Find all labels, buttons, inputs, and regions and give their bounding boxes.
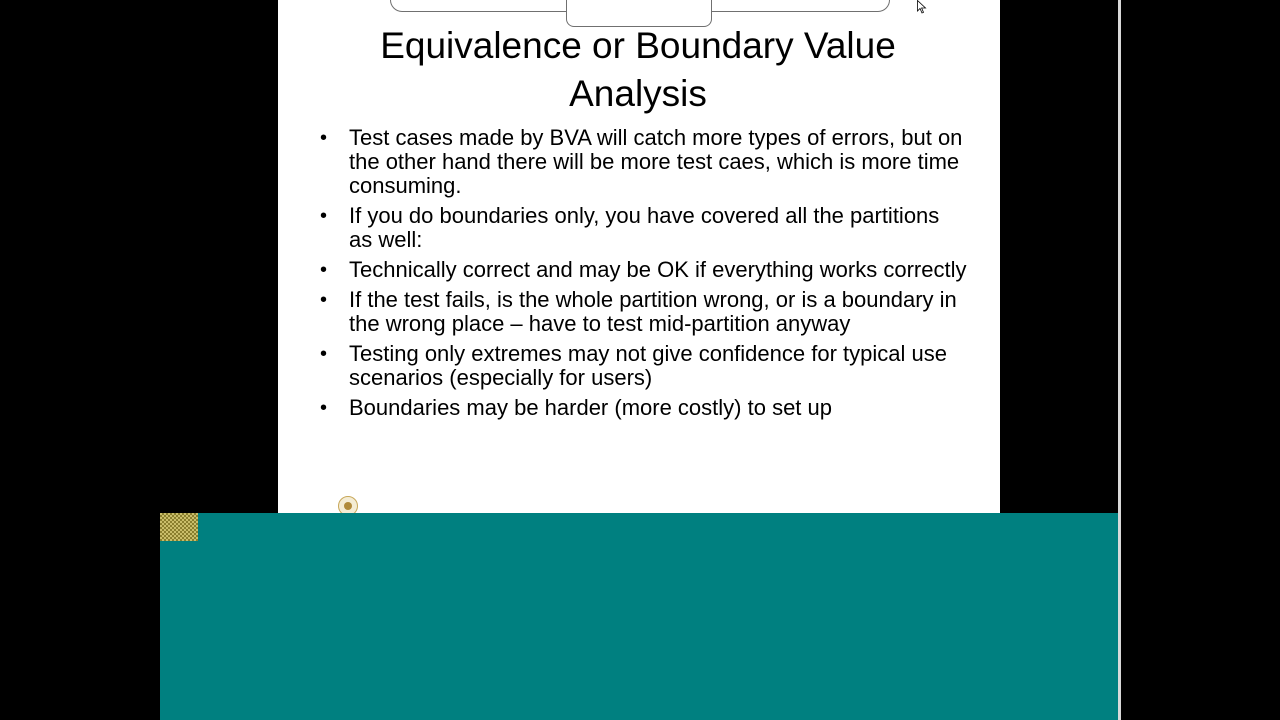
bullet-item (318, 126, 968, 198)
bullet-item (318, 342, 968, 390)
bullet-marker: • (320, 127, 328, 149)
bullet-text: If you do boundaries only, you have covered all the partitions as well: (349, 203, 940, 252)
bullet-text: Testing only extremes may not give confidence for typical use scenarios (especially for users) (349, 341, 947, 390)
bullet-marker: • (320, 205, 328, 227)
bullet-item (318, 204, 968, 252)
bullet-list (318, 126, 968, 426)
bullet-text: If the test fails, is the whole partition wrong, or is a boundary in the wrong place – have to test mid-partition anyway (349, 287, 957, 336)
bullet-text: Test cases made by BVA will catch more types of errors, but on the other hand there will be more test caes, which is more time consuming. (349, 125, 963, 198)
bullet-text: Boundaries may be harder (more costly) to set up (349, 395, 833, 420)
video-overlay-panel (160, 513, 1118, 720)
bullet-marker: • (320, 343, 328, 365)
bullet-item (318, 396, 968, 420)
bullet-item (318, 288, 968, 336)
bullet-marker: • (320, 397, 328, 419)
bullet-marker: • (320, 289, 328, 311)
seal-logo-icon (338, 496, 358, 514)
slide-title: Equivalence or Boundary Value Analysis (380, 25, 896, 114)
bullet-item (318, 258, 968, 282)
window-edge (1118, 0, 1121, 720)
presentation-slide (278, 0, 1000, 514)
checker-pattern-icon (160, 513, 198, 541)
bullet-marker: • (320, 259, 328, 281)
bullet-text: Technically correct and may be OK if everything works correctly (349, 257, 967, 282)
mouse-cursor-icon (917, 0, 927, 14)
